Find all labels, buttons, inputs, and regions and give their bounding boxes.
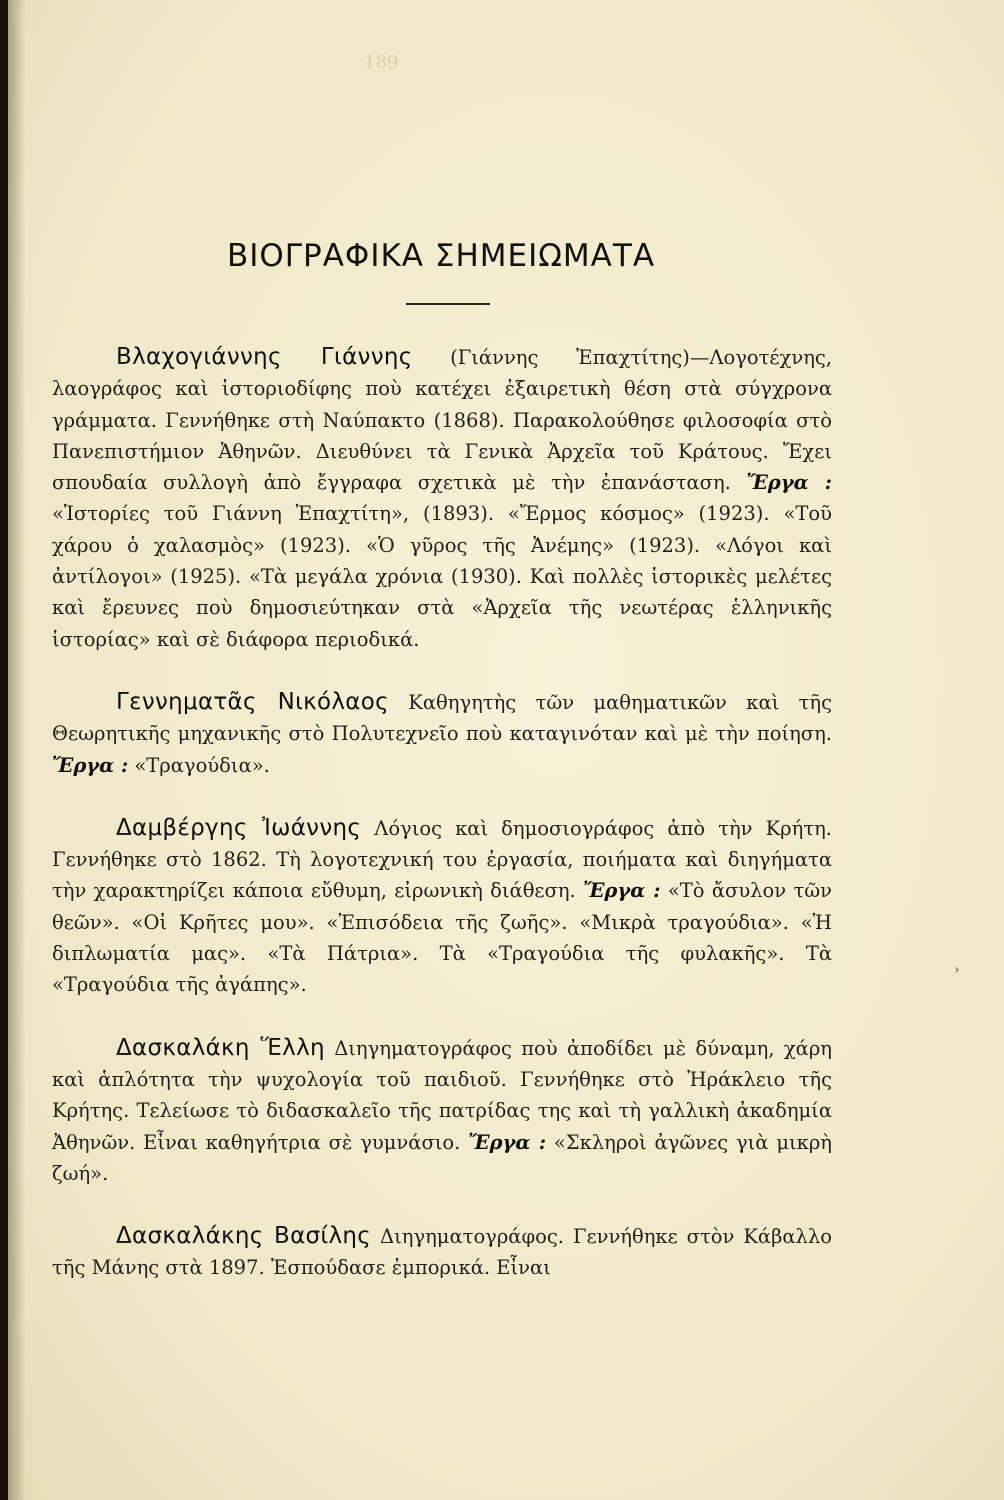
title-rule xyxy=(406,303,490,305)
works-label: Ἔργα : xyxy=(52,753,129,777)
page-title: ΒΙΟΓΡΑΦΙΚΑ ΣΗΜΕΙΩΜΑΤΑ xyxy=(226,238,656,274)
works-list: «Σκληροὶ ἀγῶνες γιὰ μικρὴ ζωή». xyxy=(52,1130,832,1185)
page-number: 189 xyxy=(364,52,399,73)
entry-text: Διηγηματογράφος ποὺ ἀποδίδει μὲ δύναμη, χάρη καὶ ἁπλότητα τὴν ψυχολογία τοῦ παιδιοῦ. Γεννήθηκε στὸ Ἡράκλειο τῆς Κρήτης. Τελείωσε τὸ διδασκαλεῖο τῆς πατρίδας της καὶ τὴ γαλλικὴ ἀκαδημία Ἀθηνῶν. Εἶναι καθηγήτρια σὲ γυμνάσιο. xyxy=(52,1036,832,1154)
page-edge-shadow xyxy=(8,0,26,1500)
entry-name: Βλαχογιάννης Γιάννης xyxy=(116,344,413,370)
entry-name: Γεννηματᾶς Νικόλαος xyxy=(116,688,389,715)
biography-entry xyxy=(52,1221,832,1284)
biography-list xyxy=(52,342,832,1316)
entry-name: Δασκαλάκη Ἕλλη xyxy=(116,1034,325,1061)
works-list: «Τραγούδια». xyxy=(134,753,270,777)
scan-speck: › xyxy=(954,962,960,978)
biography-entry xyxy=(52,342,832,655)
works-label: Ἔργα : xyxy=(468,1130,547,1154)
entry-name: Δαμβέργης Ἰωάννης xyxy=(116,814,362,841)
entry-text: Διηγηματογράφος. Γεννήθηκε στὸν Κάβαλλο τῆς Μάνης στὰ 1897. Ἐσπούδασε ἐμπορικά. Εἶναι xyxy=(52,1225,832,1280)
biography-entry xyxy=(52,1033,832,1189)
works-label: Ἔργα : xyxy=(746,471,833,495)
works-list: «Τὸ ἄσυλον τῶν θεῶν». «Οἱ Κρῆτες μου». «Ἐπισόδεια τῆς ζωῆς». «Μικρὰ τραγούδια». «Ἡ διπλωματία μας». «Τὰ Πάτρια». Τὰ «Τραγούδια τῆς φυλακῆς». Τὰ «Τραγούδια τῆς ἀγάπης». xyxy=(52,879,833,997)
entry-text: (Γιάννης Ἐπαχτίτης)—Λογοτέχνης, λαογράφος καὶ ἱστοριοδίφης ποὺ κατέχει ἐξαιρετικὴ θέση στὰ σύγχρονα γράμματα. Γεννήθηκε στὴ Ναύπακτο (1868). Παρακολούθησε φιλοσοφία στὸ Πανεπιστήμιον Ἀθηνῶν. Διευθύνει τὰ Γενικὰ Ἀρχεῖα τοῦ Κράτους. Ἔχει σπουδαία συλλογὴ ἀπὸ ἔγγραφα σχετικὰ μὲ τὴν ἐπανάσταση. xyxy=(52,346,832,495)
entry-name: Δασκαλάκης Βασίλης xyxy=(116,1223,372,1250)
entry-text: Λόγιος καὶ δημοσιογράφος ἀπὸ τὴν Κρήτη. Γεννήθηκε στὸ 1862. Τὴ λογοτεχνική του ἐργασία, ποιήματα καὶ διηγήματα τὴν χαρακτηρίζει κάποια εὔθυμη, εἰρωνικὴ διάθεση. xyxy=(52,816,832,903)
works-list: «Ἱστορίες τοῦ Γιάννη Ἐπαχτίτη», (1893). «Ἔρμος κόσμος» (1923). «Τοῦ χάρου ὁ χαλασμὸς» (1923). «Ὁ γῦρος τῆς Ἀνέμης» (1923). «Λόγοι καὶ ἀντίλογοι» (1925). «Τὰ μεγάλα χρόνια (1930). Καὶ πολλὲς ἱστορικὲς μελέτες καὶ ἔρευνες ποὺ δημοσιεύτηκαν στὰ «Ἀρχεῖα τῆς νεωτέρας ἑλληνικῆς ἱστορίας» καὶ σὲ διάφορα περιοδικά. xyxy=(52,502,832,651)
entry-text: Καθηγητὴς τῶν μαθηματικῶν καὶ τῆς Θεωρητικῆς μηχανικῆς στὸ Πολυτεχνεῖο ποὺ καταγινόταν καὶ μὲ τὴν ποίηση. xyxy=(52,690,832,746)
works-label: Ἔργα : xyxy=(583,879,661,903)
book-page xyxy=(8,0,1004,1500)
biography-entry xyxy=(52,813,832,1001)
biography-entry xyxy=(52,687,832,781)
